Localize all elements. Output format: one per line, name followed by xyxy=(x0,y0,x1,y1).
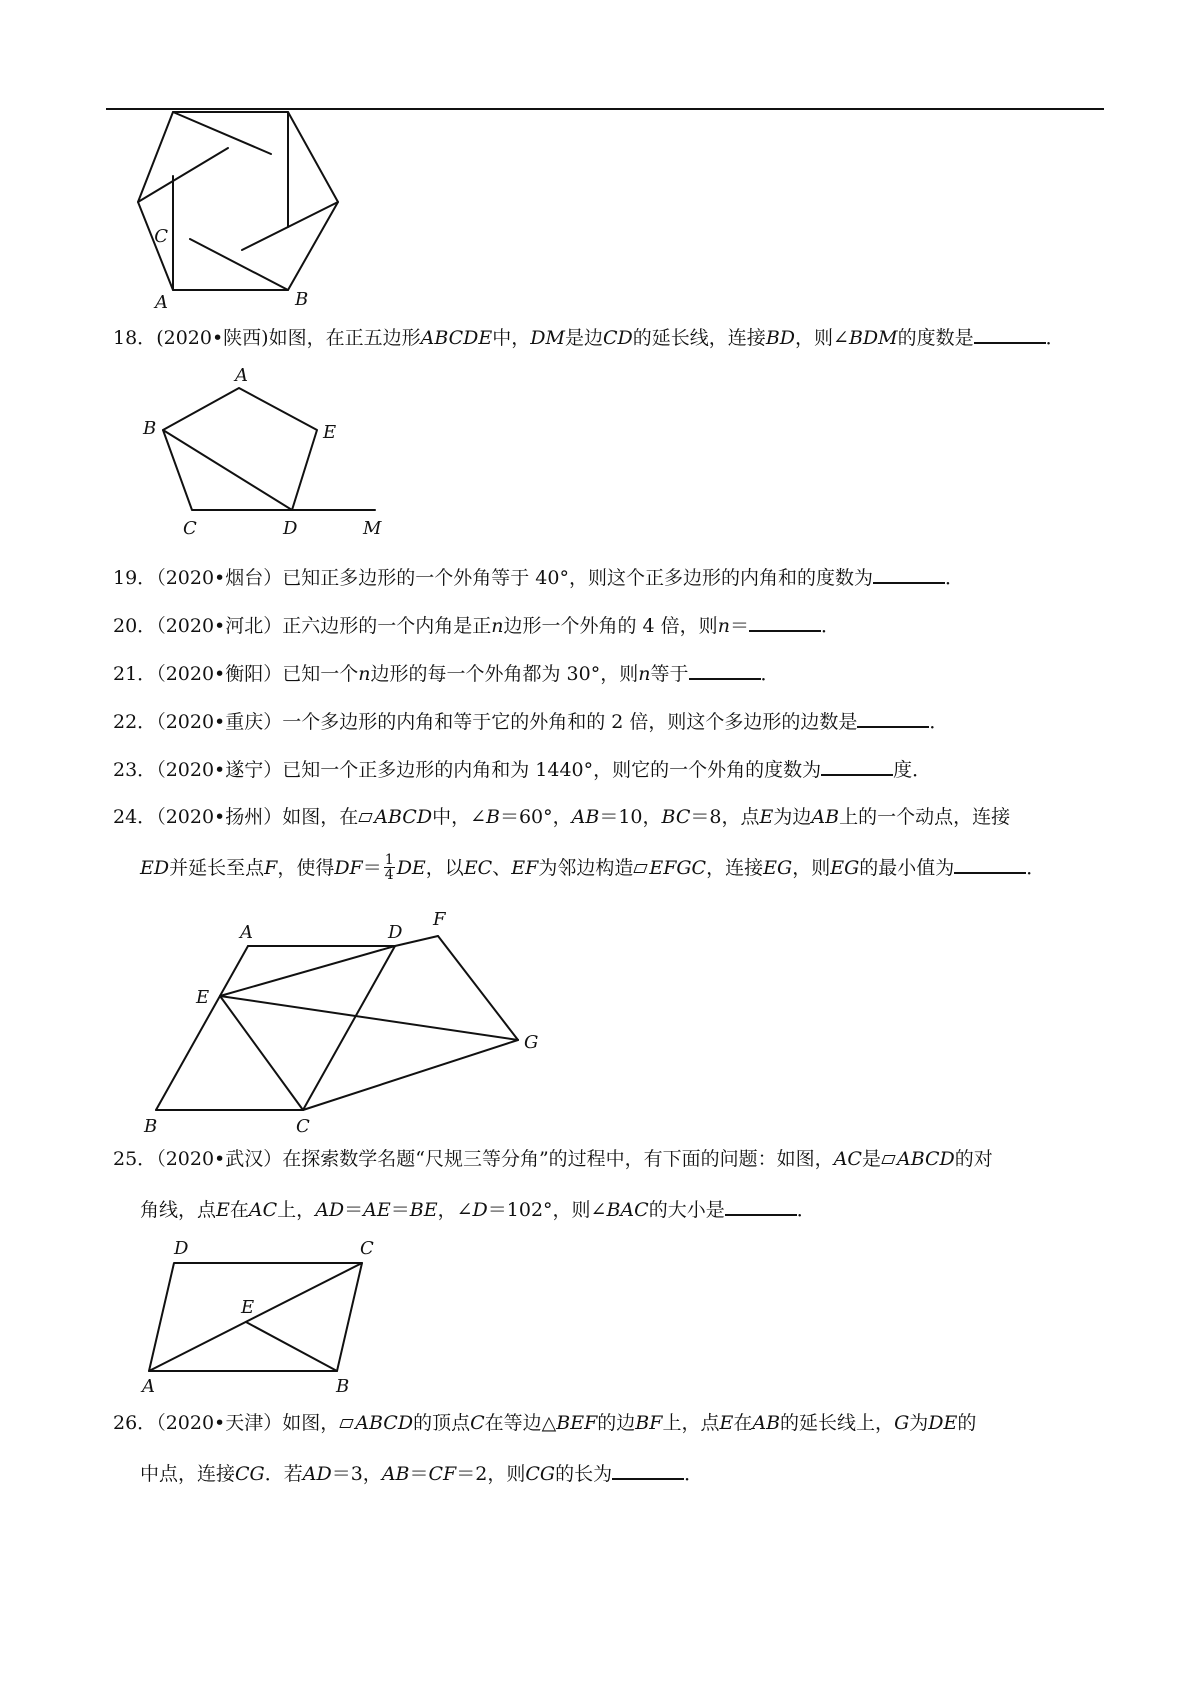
parallelogram-symbol xyxy=(881,1155,895,1164)
math-var: ABCD xyxy=(374,806,433,828)
efgc-label-b: B xyxy=(144,1116,158,1137)
math-var: AC xyxy=(248,1199,278,1221)
math-var: C xyxy=(470,1412,485,1434)
question-text: ＝ xyxy=(409,1463,429,1485)
question-source: （2020•烟台） xyxy=(156,567,283,589)
question-18 xyxy=(113,323,1103,351)
question-text: 等于 xyxy=(650,663,689,685)
pentagon-figure xyxy=(135,365,395,539)
math-var: DE xyxy=(396,857,426,879)
question-text: 是 xyxy=(861,1148,881,1170)
math-var: n xyxy=(358,663,371,685)
question-text: 、 xyxy=(492,857,512,879)
question-text: 为边 xyxy=(773,806,812,828)
question-end: ． xyxy=(944,567,964,589)
answer-blank[interactable] xyxy=(954,853,1026,874)
math-var: D xyxy=(472,1199,488,1221)
efgc-label-e: E xyxy=(196,987,210,1008)
math-var: BD xyxy=(765,327,796,349)
question-text: 中，∠ xyxy=(432,806,486,828)
math-var: DE xyxy=(928,1412,958,1434)
question-text: 并延长至点 xyxy=(169,857,265,879)
math-var: BC xyxy=(661,806,691,828)
question-source: （2020•河北） xyxy=(156,615,283,637)
parallelogram-figure xyxy=(140,1237,400,1397)
efgc-label-f: F xyxy=(433,909,446,930)
parallelogram-label-b: B xyxy=(336,1376,350,1397)
question-text: 上的一个动点，连接 xyxy=(839,806,1011,828)
math-var: EF xyxy=(511,857,539,879)
question-text: 为 xyxy=(909,1412,929,1434)
pentagon-label-m: M xyxy=(363,518,382,539)
question-24 xyxy=(113,804,1103,830)
math-var: AD xyxy=(315,1199,345,1221)
math-var: AB xyxy=(381,1463,410,1485)
parallelogram-symbol xyxy=(359,813,373,822)
question-text: 角线，点 xyxy=(140,1199,217,1221)
question-text: 正六边形的一个内角是正 xyxy=(282,615,492,637)
question-text: ＝2，则 xyxy=(456,1463,526,1485)
question-text: 如图，在 xyxy=(282,806,359,828)
math-var: CD xyxy=(603,327,633,349)
parallelogram-label-d: D xyxy=(174,1238,189,1259)
question-text: 的度数是 xyxy=(897,327,974,349)
efgc-figure xyxy=(140,908,550,1138)
answer-blank[interactable] xyxy=(612,1459,684,1480)
math-var: AE xyxy=(363,1199,391,1221)
answer-blank[interactable] xyxy=(725,1195,797,1216)
question-number: 26． xyxy=(113,1412,157,1434)
question-24-line-2 xyxy=(140,853,1130,884)
question-text: 中点，连接 xyxy=(140,1463,236,1485)
math-var: AC xyxy=(833,1148,862,1170)
math-var: BAC xyxy=(606,1199,649,1221)
math-var: AD xyxy=(302,1463,332,1485)
math-var: AB xyxy=(752,1412,781,1434)
hexagon-figure xyxy=(128,110,348,313)
question-text: ＝8，点 xyxy=(690,806,760,828)
answer-blank[interactable] xyxy=(749,611,821,632)
question-26 xyxy=(113,1410,1103,1436)
question-text: 在等边△ xyxy=(484,1412,557,1434)
question-text: ，∠ xyxy=(437,1199,473,1221)
math-var: DF xyxy=(334,857,363,879)
pentagon-label-b: B xyxy=(143,418,157,439)
question-text: ＝10， xyxy=(599,806,662,828)
answer-blank[interactable] xyxy=(873,563,945,584)
efgc-label-c: C xyxy=(296,1116,310,1137)
question-text: 边形一个外角的 4 倍，则 xyxy=(503,615,718,637)
question-text: ＝102°，则∠ xyxy=(487,1199,607,1221)
math-var: G xyxy=(894,1412,910,1434)
hexagon-label-b: B xyxy=(295,289,309,310)
question-text: 的 xyxy=(957,1412,977,1434)
math-var: EFGC xyxy=(649,857,707,879)
question-25 xyxy=(113,1146,1103,1172)
question-text: ＝ xyxy=(362,857,382,879)
question-text: 已知一个正多边形的内角和为 1440°，则它的一个外角的度数为 xyxy=(282,759,822,781)
question-end: ． xyxy=(1045,327,1065,349)
question-text: 的延长线上， xyxy=(780,1412,895,1434)
question-source: （2020•扬州） xyxy=(156,806,283,828)
question-end: ． xyxy=(760,663,780,685)
math-var: ABCD xyxy=(355,1412,414,1434)
question-text: ＝3， xyxy=(331,1463,382,1485)
math-var: n xyxy=(491,615,504,637)
math-var: BE xyxy=(409,1199,438,1221)
question-text: 的对 xyxy=(954,1148,993,1170)
question-text: ，则∠ xyxy=(795,327,849,349)
question-text: 的最小值为 xyxy=(859,857,955,879)
math-var: ED xyxy=(140,857,170,879)
question-text: 一个多边形的内角和等于它的外角和的 2 倍，则这个多边形的边数是 xyxy=(282,711,858,733)
efgc-label-d: D xyxy=(388,922,403,943)
question-end: 度． xyxy=(893,759,932,781)
math-var: DM xyxy=(530,327,565,349)
question-text: 在探索数学名题“尺规三等分角”的过程中，有下面的问题：如图， xyxy=(282,1148,834,1170)
question-text: 的大小是 xyxy=(648,1199,725,1221)
question-text: 在 xyxy=(733,1412,753,1434)
question-number: 23． xyxy=(113,759,157,781)
question-text: 在 xyxy=(229,1199,249,1221)
question-number: 20． xyxy=(113,615,157,637)
answer-blank[interactable] xyxy=(821,755,893,776)
question-source: (2020•陕西) xyxy=(156,327,269,349)
question-number: 19． xyxy=(113,567,157,589)
math-var: BEF xyxy=(556,1412,598,1434)
question-text: ．若 xyxy=(264,1463,303,1485)
question-source: （2020•重庆） xyxy=(156,711,283,733)
question-text: ，连接 xyxy=(706,857,764,879)
math-var: E xyxy=(216,1199,230,1221)
question-text: ，以 xyxy=(425,857,464,879)
question-number: 18． xyxy=(113,327,157,349)
pentagon-outline xyxy=(163,388,317,510)
answer-blank[interactable] xyxy=(974,323,1046,344)
question-text: 的顶点 xyxy=(413,1412,471,1434)
math-var: E xyxy=(759,806,774,828)
pentagon-label-d: D xyxy=(283,518,298,539)
fraction-numerator: 1 xyxy=(384,851,394,868)
math-var: EG xyxy=(830,857,860,879)
question-source: （2020•天津） xyxy=(156,1412,283,1434)
question-number: 22． xyxy=(113,711,157,733)
hexagon-label-a: A xyxy=(155,292,168,313)
question-text: 中， xyxy=(492,327,531,349)
question-end: ． xyxy=(1026,857,1046,879)
math-var: AB xyxy=(811,806,840,828)
math-var: n xyxy=(638,663,651,685)
question-22 xyxy=(113,707,1103,735)
question-19 xyxy=(113,563,1103,591)
math-var: BF xyxy=(635,1412,663,1434)
question-text: ＝ xyxy=(344,1199,364,1221)
parallelogram-label-e: E xyxy=(241,1297,255,1318)
question-text: 的边 xyxy=(597,1412,636,1434)
math-var: F xyxy=(264,857,278,879)
question-text: ＝ xyxy=(390,1199,410,1221)
question-number: 24． xyxy=(113,806,157,828)
question-text: 已知一个 xyxy=(282,663,359,685)
math-var: CF xyxy=(428,1463,457,1485)
question-25-line-2 xyxy=(140,1195,1130,1223)
question-text: 的长为 xyxy=(555,1463,613,1485)
question-text: 的延长线，连接 xyxy=(632,327,766,349)
efgc-label-a: A xyxy=(240,922,253,943)
math-var: ABCDE xyxy=(420,327,493,349)
question-text: ，使得 xyxy=(277,857,335,879)
question-number: 25． xyxy=(113,1148,157,1170)
question-text: ＝ xyxy=(729,615,749,637)
question-end: ． xyxy=(796,1199,816,1221)
fraction-denominator: 4 xyxy=(384,866,394,883)
parallelogram-label-a: A xyxy=(142,1376,155,1397)
question-text: 已知正多边形的一个外角等于 40°，则这个正多边形的内角和的度数为 xyxy=(282,567,873,589)
math-var: EG xyxy=(763,857,793,879)
question-20 xyxy=(113,611,1103,639)
question-end: ． xyxy=(929,711,949,733)
pentagon-label-c: C xyxy=(183,518,197,539)
pentagon-label-a: A xyxy=(235,365,248,386)
answer-blank[interactable] xyxy=(857,707,929,728)
math-var: E xyxy=(719,1412,734,1434)
math-var: AB xyxy=(571,806,600,828)
question-end: ． xyxy=(684,1463,704,1485)
question-text: 上， xyxy=(277,1199,316,1221)
question-number: 21． xyxy=(113,663,157,685)
question-text: 如图， xyxy=(282,1412,340,1434)
math-var: B xyxy=(486,806,500,828)
math-var: CG xyxy=(235,1463,265,1485)
fraction xyxy=(384,853,395,882)
question-source: （2020•遂宁） xyxy=(156,759,283,781)
math-var: n xyxy=(717,615,730,637)
math-var: ABCD xyxy=(896,1148,955,1170)
math-var: BDM xyxy=(848,327,898,349)
question-text: 边形的每一个外角都为 30°，则 xyxy=(370,663,639,685)
question-source: （2020•武汉） xyxy=(156,1148,283,1170)
answer-blank[interactable] xyxy=(689,659,761,680)
question-21 xyxy=(113,659,1103,687)
question-text: 如图，在正五边形 xyxy=(268,327,421,349)
parallelogram-label-c: C xyxy=(360,1238,374,1259)
question-26-line-2 xyxy=(140,1459,1130,1487)
pentagon-label-e: E xyxy=(323,422,337,443)
question-23 xyxy=(113,755,1103,783)
math-var: CG xyxy=(525,1463,556,1485)
hexagon-label-c: C xyxy=(154,226,168,247)
question-source: （2020•衡阳） xyxy=(156,663,283,685)
question-text: 为邻边构造 xyxy=(538,857,634,879)
question-end: ． xyxy=(820,615,840,637)
question-text: ，则 xyxy=(792,857,831,879)
question-text: 是边 xyxy=(565,327,604,349)
parallelogram-symbol xyxy=(340,1419,354,1428)
parallelogram-symbol xyxy=(634,864,648,873)
math-var: EC xyxy=(463,857,493,879)
question-text: ＝60°， xyxy=(499,806,572,828)
efgc-label-g: G xyxy=(524,1032,539,1053)
question-text: 上，点 xyxy=(662,1412,720,1434)
